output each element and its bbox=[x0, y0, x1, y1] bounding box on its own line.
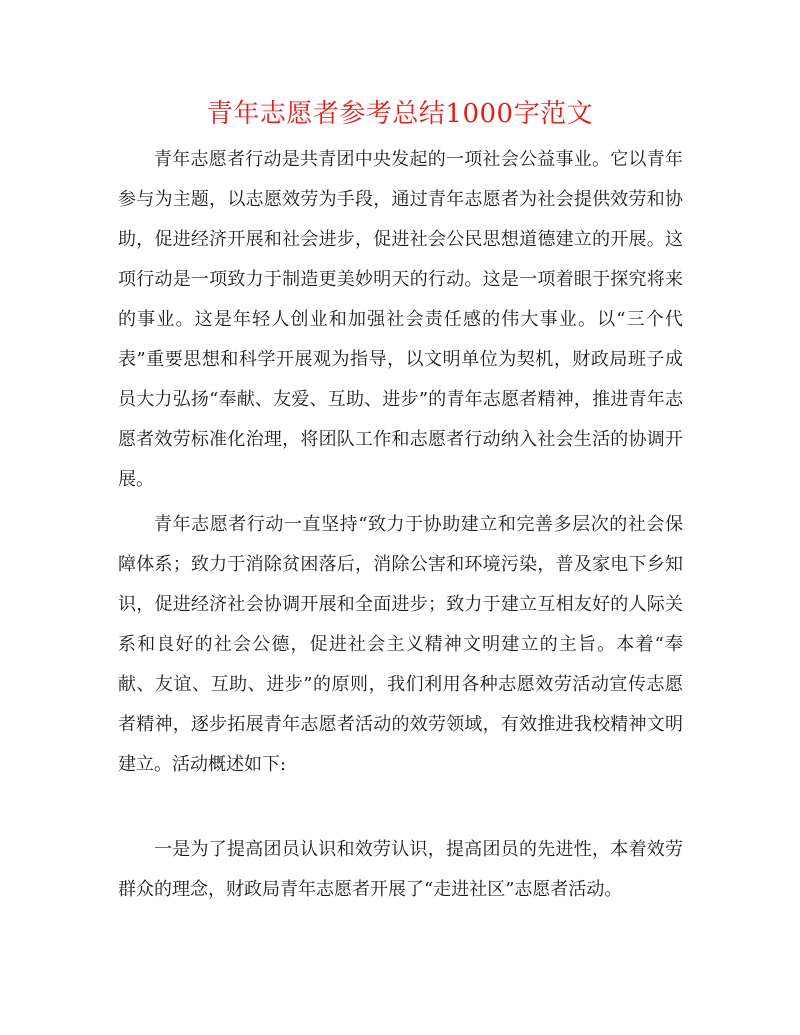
paragraph-text: 青年志愿者行动一直坚持“致力于协助建立和完善多层次的社会保障体系；致力于消除贫困落后，消除公害和环境污染，普及家电下乡知识，促进经济社会协调开展和全面进步；致力于建立互相友好的人际关系和良好的社会公德，促进社会主义精神文明建立的主旨。本着“奉献、友谊、互助、进步”的原则，我们利用各种志愿效劳活动宣传志愿者精神，逐步拓展青年志愿者活动的效劳领域，有效推进我校精神文明建立。活动概述如下: bbox=[118, 514, 683, 775]
paragraph-text: 青年志愿者行动是共青团中央发起的一项社会公益事业。它以青年参与为主题，以志愿效劳为手段，通过青年志愿者为社会提供效劳和协助，促进经济开展和社会进步，促进社会公民思想道德建立的开展。这项行动是一项致力于制造更美妙明天的行动。这是一项着眼于探究将来的事业。这是年轻人创业和加强社会责任感的伟大事业。以“三个代表”重要思想和科学开展观为指导，以文明单位为契机，财政局班子成员大力弘扬“奉献、友爱、互助、进步”的青年志愿者精神，推进青年志愿者效劳标准化治理，将团队工作和志愿者行动纳入社会生活的协调开展。 bbox=[118, 149, 683, 490]
paragraph-text: 一是为了提高团员认识和效劳认识，提高团员的先进性，本着效劳群众的理念，财政局青年志愿者开展了“走进社区”志愿者活动。 bbox=[118, 839, 683, 900]
body-paragraph-1 bbox=[118, 140, 683, 500]
document-title: 青年志愿者参考总结1000字范文 bbox=[206, 99, 594, 129]
body-paragraph-3 bbox=[118, 830, 683, 910]
body-paragraph-2 bbox=[118, 505, 683, 785]
